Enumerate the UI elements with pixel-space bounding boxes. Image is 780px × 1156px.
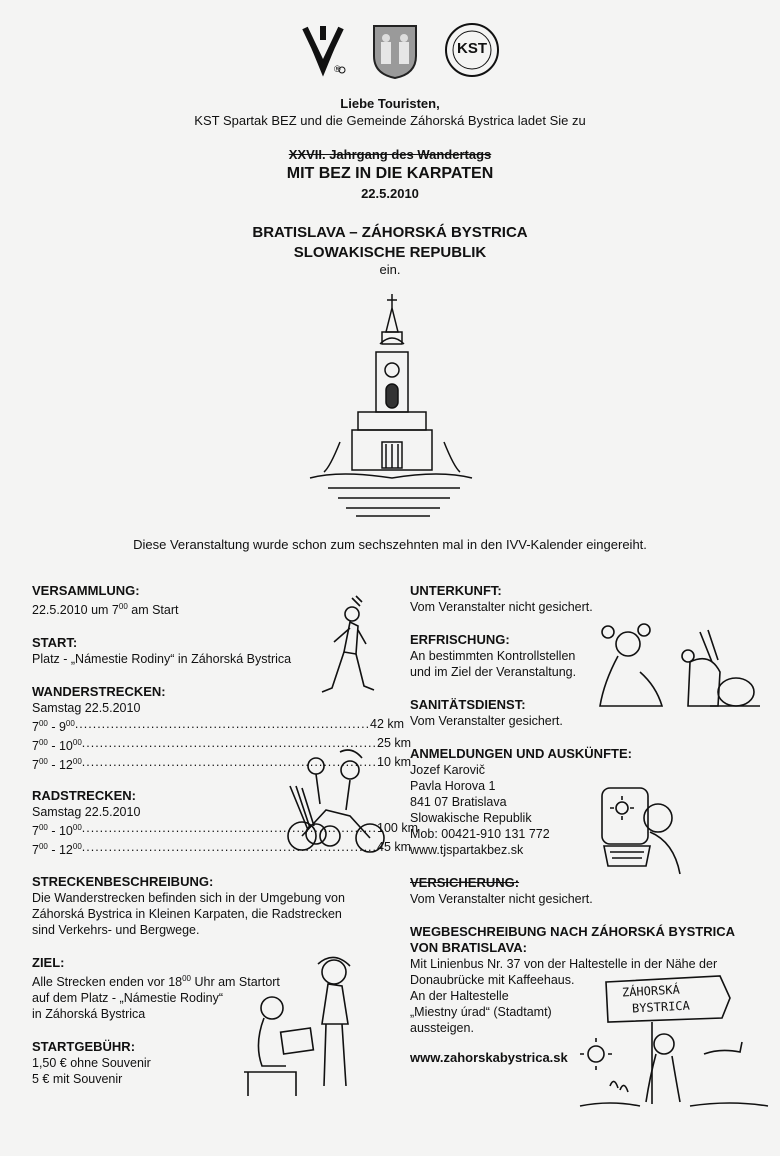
radstrecken-date: Samstag 22.5.2010 (32, 804, 141, 819)
sanitaet-title: SANITÄTSDIENST: (410, 697, 526, 712)
startgebuehr-title: STARTGEBÜHR: (32, 1039, 136, 1055)
location-line2: SLOWAKISCHE REPUBLIK (293, 244, 487, 261)
contact-name: Jozef Karovič (410, 763, 486, 777)
wegbeschreibung-line: Mit Linienbus Nr. 37 von der Haltestelle in der Nähe der (410, 957, 718, 971)
event-date: 22.5.2010 (361, 186, 419, 201)
computer-user-illustration (598, 782, 684, 880)
wegbeschreibung-line: aussteigen. (410, 1021, 474, 1035)
startgebuehr-line: 5 € mit Souvenir (32, 1072, 123, 1087)
versicherung-title: VERSICHERUNG: (410, 875, 520, 890)
wegbeschreibung-title2: VON BRATISLAVA: (410, 940, 527, 955)
church-illustration (300, 292, 480, 522)
writing-kids-illustration (238, 954, 378, 1100)
distance-row: $7^{00} - 12^{00}$ .................................................................. 10 km (32, 755, 412, 773)
start-title: START: (32, 635, 78, 651)
ivv-calendar-note: Diese Veranstaltung wurde schon zum sechszehnten mal in den IVV-Kalender eingereiht. (133, 537, 647, 552)
contact-country: Slowakische Republik (410, 811, 532, 825)
resting-hikers-illustration (590, 622, 762, 716)
distance-row: $7^{00} - 12^{00}$ .................................................................. 45 km (32, 839, 412, 857)
wegbeschreibung-line: An der Haltestelle (410, 989, 509, 1003)
ivv-logo (302, 24, 348, 78)
sanitaet-text: Vom Veranstalter gesichert. (410, 714, 563, 728)
erfrischung-title: ERFRISCHUNG: (410, 632, 510, 647)
unterkunft-text: Vom Veranstalter nicht gesichert. (410, 600, 593, 614)
ziel-line2: auf dem Platz - „Námestie Rodiny“ (32, 991, 224, 1006)
streckenbeschreibung-line: sind Verkehrs- und Bergwege. (32, 922, 200, 937)
distance-row: $7^{00} - 9^{00}$ .................................................................. 42 km (32, 717, 405, 735)
startgebuehr-line: 1,50 € ohne Souvenir (32, 1056, 151, 1071)
start-text: Platz - „Námestie Rodiny“ in Záhorská Bystrica (32, 652, 292, 667)
versammlung-title: VERSAMMLUNG: (32, 583, 140, 598)
contact-street: Pavla Horova 1 (410, 779, 496, 793)
distance-km: 42 km (370, 717, 405, 732)
distance-row: $7^{00} - 10^{00}$ .................................................................. 100 km (32, 820, 418, 838)
versammlung-text: 22.5.2010 um $7^{00}$ am Start (32, 602, 179, 618)
event-title: MIT BEZ IN DIE KARPATEN (286, 165, 494, 182)
erfrischung-line: An bestimmten Kontrollstellen (410, 649, 576, 663)
contact-phone: Mob: 00421-910 131 772 (410, 827, 550, 841)
streckenbeschreibung-title: STRECKENBESCHREIBUNG: (32, 873, 214, 889)
invitation: KST Spartak BEZ und die Gemeinde Záhorská Bystrica ladet Sie zu (194, 113, 586, 128)
wegbeschreibung-line: Donaubrücke mit Kaffeehaus. (410, 973, 575, 987)
signpost-text-line2: BYSTRICA (631, 998, 691, 1016)
ziel-title: ZIEL: (32, 954, 65, 970)
distance-row: $7^{00} - 10^{00}$ .................................................................. 25 km (32, 736, 412, 754)
contact-website[interactable]: www.tjspartakbez.sk (410, 843, 524, 857)
ein-text: ein. (379, 262, 401, 277)
streckenbeschreibung-line: Die Wanderstrecken befinden sich in der Umgebung von (32, 890, 345, 905)
anmeldungen-title: ANMELDUNGEN UND AUSKÜNFTE: (410, 746, 632, 761)
hiker-illustration (312, 592, 382, 700)
ziel-line3: in Záhorská Bystrica (32, 1007, 146, 1022)
ziel-line1: Alle Strecken enden vor $18^{00}$ Uhr am Startort (32, 973, 280, 990)
distance-km: 45 km (377, 839, 412, 854)
streckenbeschreibung-line: Záhorská Bystrica in Kleinen Karpaten, die Radstrecken (32, 906, 342, 921)
cyclists-illustration (280, 746, 390, 858)
wegbeschreibung-title1: WEGBESCHREIBUNG NACH ZÁHORSKÁ BYSTRICA (410, 924, 736, 939)
location-line1: BRATISLAVA – ZÁHORSKÁ BYSTRICA (252, 224, 528, 241)
versicherung-text: Vom Veranstalter nicht gesichert. (410, 892, 593, 906)
contact-city: 841 07 Bratislava (410, 795, 507, 809)
wanderstrecken-title: WANDERSTRECKEN: (32, 684, 166, 700)
wegbeschreibung-line: „Miestny úrad“ (Stadtamt) (410, 1005, 552, 1019)
edition: XXVII. Jahrgang des Wandertags (288, 147, 492, 162)
greeting: Liebe Touristen, (340, 96, 440, 111)
signpost-text-line1: ZÁHORSKÁ (621, 982, 681, 1000)
website-link[interactable]: www.zahorskabystrica.sk (410, 1050, 568, 1065)
distance-km: 100 km (377, 820, 418, 835)
kst-logo-text: KST (457, 40, 487, 57)
erfrischung-line: und im Ziel der Veranstaltung. (410, 665, 577, 679)
coat-of-arms-logo (370, 22, 420, 80)
radstrecken-title: RADSTRECKEN: (32, 787, 136, 803)
unterkunft-title: UNTERKUNFT: (410, 583, 502, 598)
ivv-registered-mark: ® (334, 64, 341, 74)
distance-km: 10 km (377, 755, 412, 770)
wanderstrecken-date: Samstag 22.5.2010 (32, 701, 141, 716)
distance-km: 25 km (377, 736, 412, 751)
